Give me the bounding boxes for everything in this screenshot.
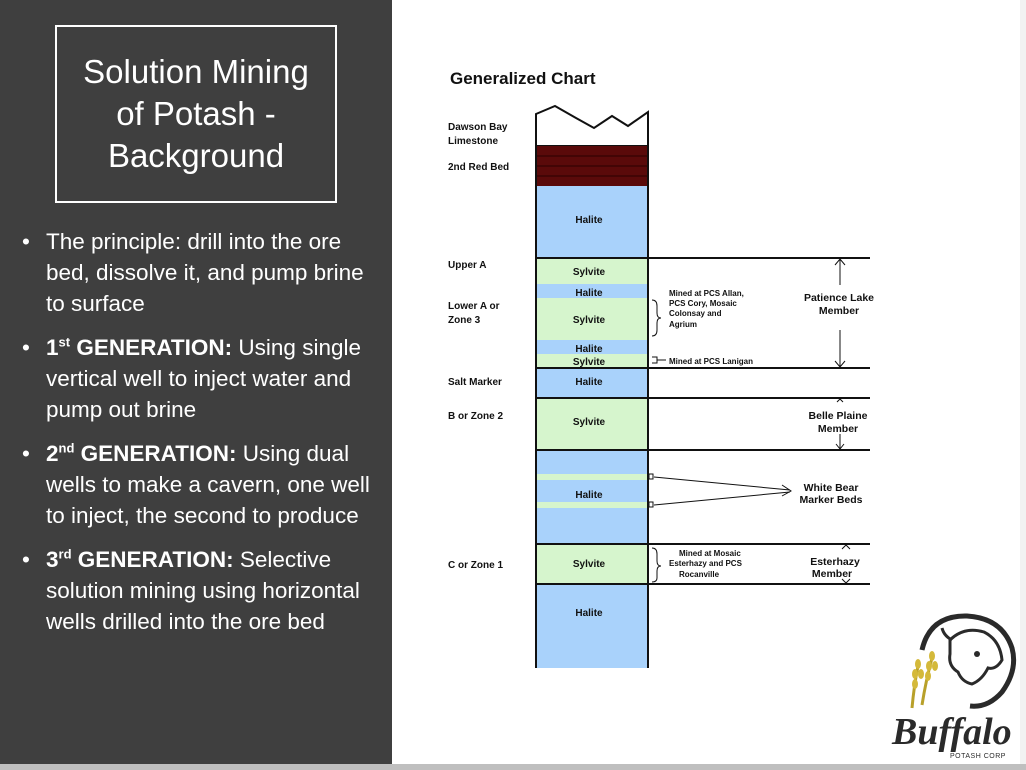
slide-title-line-3: Background — [107, 137, 285, 174]
buffalo-logo — [892, 610, 1022, 765]
slide-title-box — [55, 25, 337, 203]
limestone-layer — [536, 106, 648, 146]
bullet-dot: • — [22, 229, 30, 254]
pointer-white-bear-upper — [654, 477, 790, 490]
halite-layer — [536, 450, 648, 474]
member-esterhazy: Esterhazy — [810, 556, 860, 568]
member-esterhazy-2: Member — [811, 568, 853, 580]
note-allan-2: PCS Cory, Mosaic — [669, 299, 737, 308]
bullet-principle — [20, 226, 380, 319]
marker-bed-tick — [649, 474, 653, 479]
halite-layer — [536, 508, 648, 544]
label-limestone: Limestone — [448, 136, 499, 147]
bullet-second-generation — [20, 438, 380, 531]
bullet-list — [20, 226, 380, 650]
layer-label-sylvite: Sylvite — [572, 267, 606, 278]
layer-label-halite: Halite — [575, 288, 603, 299]
bullet-text: The principle: drill into the ore bed, dissolve it, and pump brine to surface — [46, 229, 364, 316]
marker-bed — [536, 474, 648, 480]
bullet-text: Using dual wells to make a cavern, one well to inject, the second to produce — [46, 441, 370, 528]
right-edge — [1020, 0, 1026, 764]
member-belle-plaine-2: Member — [817, 423, 859, 435]
layer-label-halite: Halite — [575, 608, 603, 619]
bullet-lead: 3rd GENERATION: — [46, 546, 234, 572]
label-dawson-bay: Dawson Bay — [448, 122, 508, 133]
bullet-dot: • — [22, 547, 30, 572]
slide-title-line-2: of Potash - — [116, 95, 276, 132]
layer-label-sylvite: Sylvite — [572, 417, 606, 428]
bullet-text: Using single vertical well to inject water and pump out brine — [46, 335, 361, 422]
halite-layer — [536, 584, 648, 668]
bullet-third-generation — [20, 544, 380, 637]
bottom-strip — [0, 764, 1026, 770]
layer-label-sylvite: Sylvite — [572, 315, 606, 326]
slide-title-line-1: Solution Mining — [83, 53, 309, 90]
pointer-white-bear-lower — [654, 492, 790, 505]
bullet-first-generation — [20, 332, 380, 425]
bullet-lead: 2nd GENERATION: — [46, 440, 237, 466]
note-allan-1: Mined at PCS Allan, — [669, 289, 744, 298]
member-white-bear: White Bear — [803, 482, 859, 494]
note-esterhazy-2: Esterhazy and PCS — [669, 559, 742, 568]
arrowhead-esterhazy-up — [842, 545, 850, 549]
buffalo-emblem-icon — [892, 610, 1022, 720]
member-white-bear-2: Marker Beds — [799, 494, 863, 506]
member-patience-lake-2: Member — [818, 305, 860, 317]
member-belle-plaine: Belle Plaine — [808, 410, 868, 422]
label-zone-1: C or Zone 1 — [448, 560, 504, 571]
note-allan-4: Agrium — [669, 320, 697, 329]
label-zone-2: B or Zone 2 — [448, 411, 504, 422]
bullet-dot: • — [22, 335, 30, 360]
layer-label-halite: Halite — [575, 215, 603, 226]
brace-lower-a — [652, 300, 661, 336]
brace-lanigan — [652, 357, 657, 363]
note-allan-3: Colonsay and — [669, 309, 722, 318]
layer-label-halite: Halite — [575, 490, 603, 501]
label-zone-3: Zone 3 — [448, 315, 481, 326]
label-upper-a: Upper A — [448, 260, 487, 271]
logo-subtitle: POTASH CORP — [950, 753, 1006, 760]
marker-bed — [536, 502, 648, 508]
bullet-text: Selective solution mining using horizontal wells drilled into the ore bed — [46, 547, 360, 634]
layer-label-sylvite: Sylvite — [572, 357, 606, 368]
arrowhead-white-bear — [782, 485, 791, 496]
arrowhead-belle-up — [837, 399, 843, 402]
label-lower-a: Lower A or — [448, 301, 500, 312]
marker-bed-tick — [649, 502, 653, 507]
layer-label-halite: Halite — [575, 377, 603, 388]
logo-name: Buffalo — [892, 711, 1012, 753]
member-patience-lake: Patience Lake — [803, 292, 875, 304]
layer-label-halite: Halite — [575, 344, 603, 355]
note-esterhazy-3: Rocanville — [679, 570, 720, 579]
bullet-lead: 1st GENERATION: — [46, 334, 233, 360]
brace-esterhazy — [652, 548, 661, 582]
bullet-dot: • — [22, 441, 30, 466]
note-esterhazy-1: Mined at Mosaic — [679, 549, 741, 558]
layer-label-sylvite: Sylvite — [572, 559, 606, 570]
note-lanigan: Mined at PCS Lanigan — [669, 357, 754, 366]
label-salt-marker: Salt Marker — [448, 377, 502, 388]
label-red-bed: 2nd Red Bed — [448, 162, 510, 173]
diagram-title: Generalized Chart — [450, 69, 596, 88]
left-panel — [0, 0, 392, 770]
